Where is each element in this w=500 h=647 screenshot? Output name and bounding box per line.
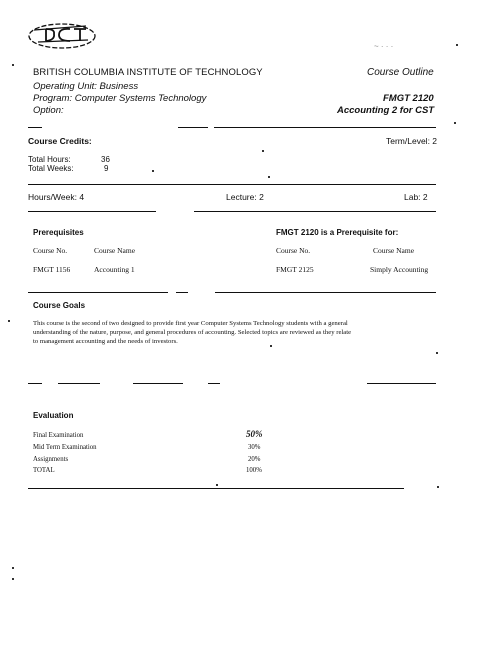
document-type: Course Outline xyxy=(367,67,434,78)
scan-speck xyxy=(12,578,14,580)
goals-divider-5 xyxy=(367,383,436,384)
header-divider-right xyxy=(214,127,436,128)
course-goals-line-2: understanding of the nature, purpose, and general procedures of accounting. Selected topics are reviewed as they relate xyxy=(33,329,352,336)
total-hours-value: 36 xyxy=(101,155,110,164)
scan-mark-topright: ~ · · · xyxy=(374,42,394,51)
eval-label-midterm: Mid Term Examination xyxy=(33,444,97,451)
prereqfor-row-course-name: Simply Accounting xyxy=(370,265,429,274)
eval-value-midterm: 30% xyxy=(248,444,261,451)
scan-speck xyxy=(12,567,14,569)
total-hours-label: Total Hours: xyxy=(28,155,71,164)
scan-speck xyxy=(262,150,264,152)
scan-speck xyxy=(268,176,270,178)
bcit-logo xyxy=(26,20,98,52)
scan-speck xyxy=(270,345,272,347)
header-divider-left xyxy=(28,127,42,128)
scan-speck xyxy=(8,320,10,322)
scan-speck xyxy=(436,352,438,354)
institution-name: BRITISH COLUMBIA INSTITUTE OF TECHNOLOGY xyxy=(33,67,263,78)
prereqfor-col-course-no: Course No. xyxy=(276,246,311,255)
evaluation-divider xyxy=(28,488,404,489)
goals-divider-2 xyxy=(58,383,100,384)
course-code: FMGT 2120 xyxy=(383,93,434,104)
operating-unit: Operating Unit: Business xyxy=(33,81,139,92)
hours-divider-left xyxy=(28,211,156,212)
prereq-col-course-no: Course No. xyxy=(33,246,68,255)
prereq-divider-mid xyxy=(176,292,188,293)
eval-value-final: 50% xyxy=(246,429,263,439)
prereq-row-course-name: Accounting 1 xyxy=(94,265,135,274)
course-credits-label: Course Credits: xyxy=(28,136,92,146)
evaluation-title: Evaluation xyxy=(33,411,74,420)
credits-divider xyxy=(28,184,436,185)
eval-label-total: TOTAL xyxy=(33,467,55,474)
eval-label-final: Final Examination xyxy=(33,432,84,439)
total-weeks-label: Total Weeks: xyxy=(28,164,74,173)
option: Option: xyxy=(33,105,64,116)
prerequisites-title: Prerequisites xyxy=(33,228,84,237)
goals-divider-1 xyxy=(28,383,42,384)
scan-speck xyxy=(12,64,14,66)
prereq-row-course-no: FMGT 1156 xyxy=(33,265,71,274)
hours-divider-right xyxy=(194,211,436,212)
term-level: Term/Level: 2 xyxy=(386,136,438,146)
scan-speck xyxy=(216,484,218,486)
header-divider-mid xyxy=(178,127,208,128)
goals-divider-4 xyxy=(208,383,220,384)
program: Program: Computer Systems Technology xyxy=(33,93,207,104)
eval-value-assignments: 20% xyxy=(248,456,261,463)
prereq-divider-left xyxy=(28,292,168,293)
scan-speck xyxy=(456,44,458,46)
prereqfor-col-course-name: Course Name xyxy=(373,246,415,255)
course-title: Accounting 2 for CST xyxy=(337,105,435,116)
scan-speck xyxy=(152,170,154,172)
lab-hours: Lab: 2 xyxy=(404,192,428,202)
total-weeks-value: 9 xyxy=(104,164,109,173)
prereq-col-course-name: Course Name xyxy=(94,246,136,255)
eval-value-total: 100% xyxy=(246,467,262,474)
scan-speck xyxy=(437,486,439,488)
course-goals-line-3: to management accounting and the needs of investors. xyxy=(33,338,178,345)
hours-week: Hours/Week: 4 xyxy=(28,192,85,202)
lecture-hours: Lecture: 2 xyxy=(226,192,264,202)
course-goals-line-1: This course is the second of two designed to provide first year Computer Systems Technology students with a general xyxy=(33,320,348,327)
scan-speck xyxy=(454,122,456,124)
goals-divider-3 xyxy=(133,383,183,384)
eval-label-assignments: Assignments xyxy=(33,456,69,463)
prereqfor-row-course-no: FMGT 2125 xyxy=(276,265,314,274)
prerequisite-for-title: FMGT 2120 is a Prerequisite for: xyxy=(276,228,399,237)
course-goals-title: Course Goals xyxy=(33,301,86,310)
prereq-divider-right xyxy=(215,292,436,293)
